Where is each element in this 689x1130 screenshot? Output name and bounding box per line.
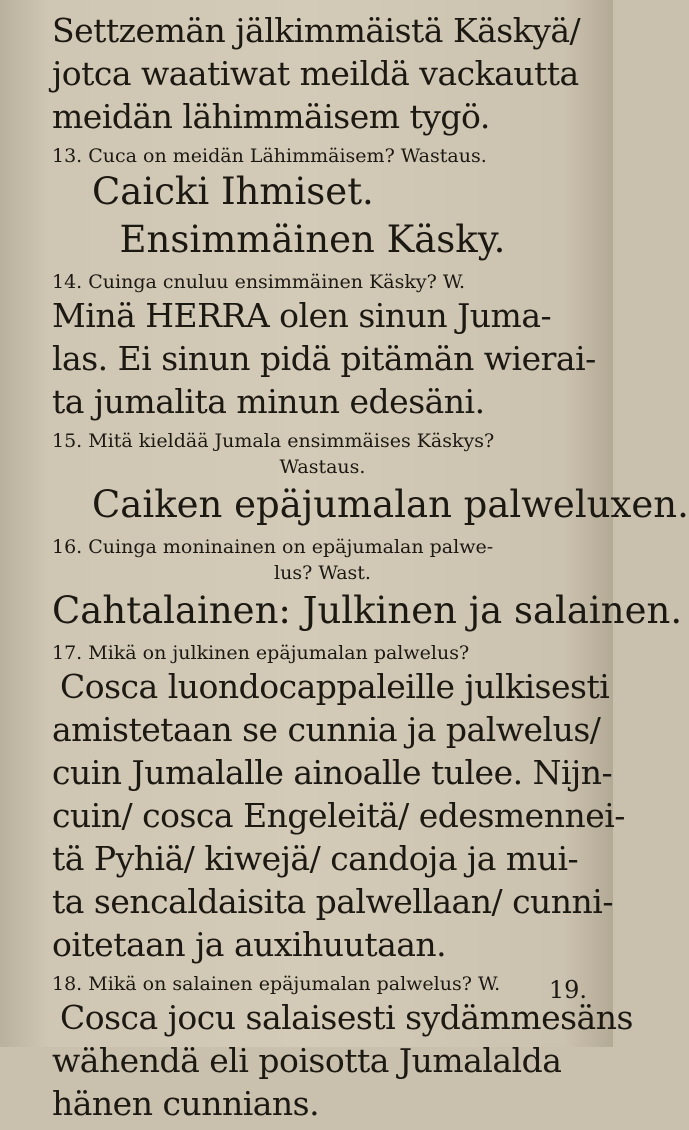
answer-heading: Caiken epäjumalan palweluxen. <box>92 483 689 526</box>
text-line: las. Ei sinun pidä pitämän wierai- <box>52 339 596 378</box>
page-number: 19. <box>548 976 587 1004</box>
text-line: oitetaan ja auxihuutaan. <box>52 925 447 964</box>
question-line: 17. Mikä on julkinen epäjumalan palwelus? <box>52 642 470 664</box>
answer-heading: Cahtalainen: Julkinen ja salainen. <box>52 589 683 632</box>
question-line: 13. Cuca on meidän Lähimmäisem? Wastaus. <box>52 145 487 167</box>
text-line: hänen cunnians. <box>52 1084 320 1123</box>
question-line: 15. Mitä kieldää Jumala ensimmäises Käskys? <box>52 430 495 452</box>
question-line: 18. Mikä on salainen epäjumalan palwelus? W. <box>52 973 501 995</box>
section-heading: Ensimmäinen Käsky. <box>119 218 506 261</box>
text-line: tä Pyhiä/ kiwejä/ candoja ja mui- <box>52 839 579 878</box>
text-line: Cosca luondocappaleille julkisesti <box>60 667 610 706</box>
answer-label: lus? Wast. <box>274 562 371 584</box>
text-line: Cosca jocu salaisesti sydämmesäns <box>60 998 633 1037</box>
question-line: 16. Cuinga moninainen on epäjumalan palwe- <box>52 536 494 558</box>
text-line: wähendä eli poisotta Jumalalda <box>52 1041 562 1080</box>
text-line: Minä HERRA olen sinun Juma- <box>52 296 552 335</box>
text-line: amistetaan se cunnia ja palwelus/ <box>52 710 601 749</box>
text-line: Settzemän jälkimmäistä Käskyä/ <box>52 11 581 50</box>
text-line: ta jumalita minun edesäni. <box>52 382 485 421</box>
answer-label: Wastaus. <box>279 456 366 478</box>
text-line: jotca waatiwat meildä vackautta <box>52 54 579 93</box>
text-line: ta sencaldaisita palwellaan/ cunni- <box>52 882 614 921</box>
question-line: 14. Cuinga cnuluu ensimmäinen Käsky? W. <box>52 271 466 293</box>
text-line: cuin Jumalalle ainoalle tulee. Nijn- <box>52 753 613 792</box>
text-line: cuin/ cosca Engeleitä/ edesmennei- <box>52 796 625 835</box>
text-line: meidän lähimmäisem tygö. <box>52 97 490 136</box>
answer-heading: Caicki Ihmiset. <box>92 170 374 213</box>
